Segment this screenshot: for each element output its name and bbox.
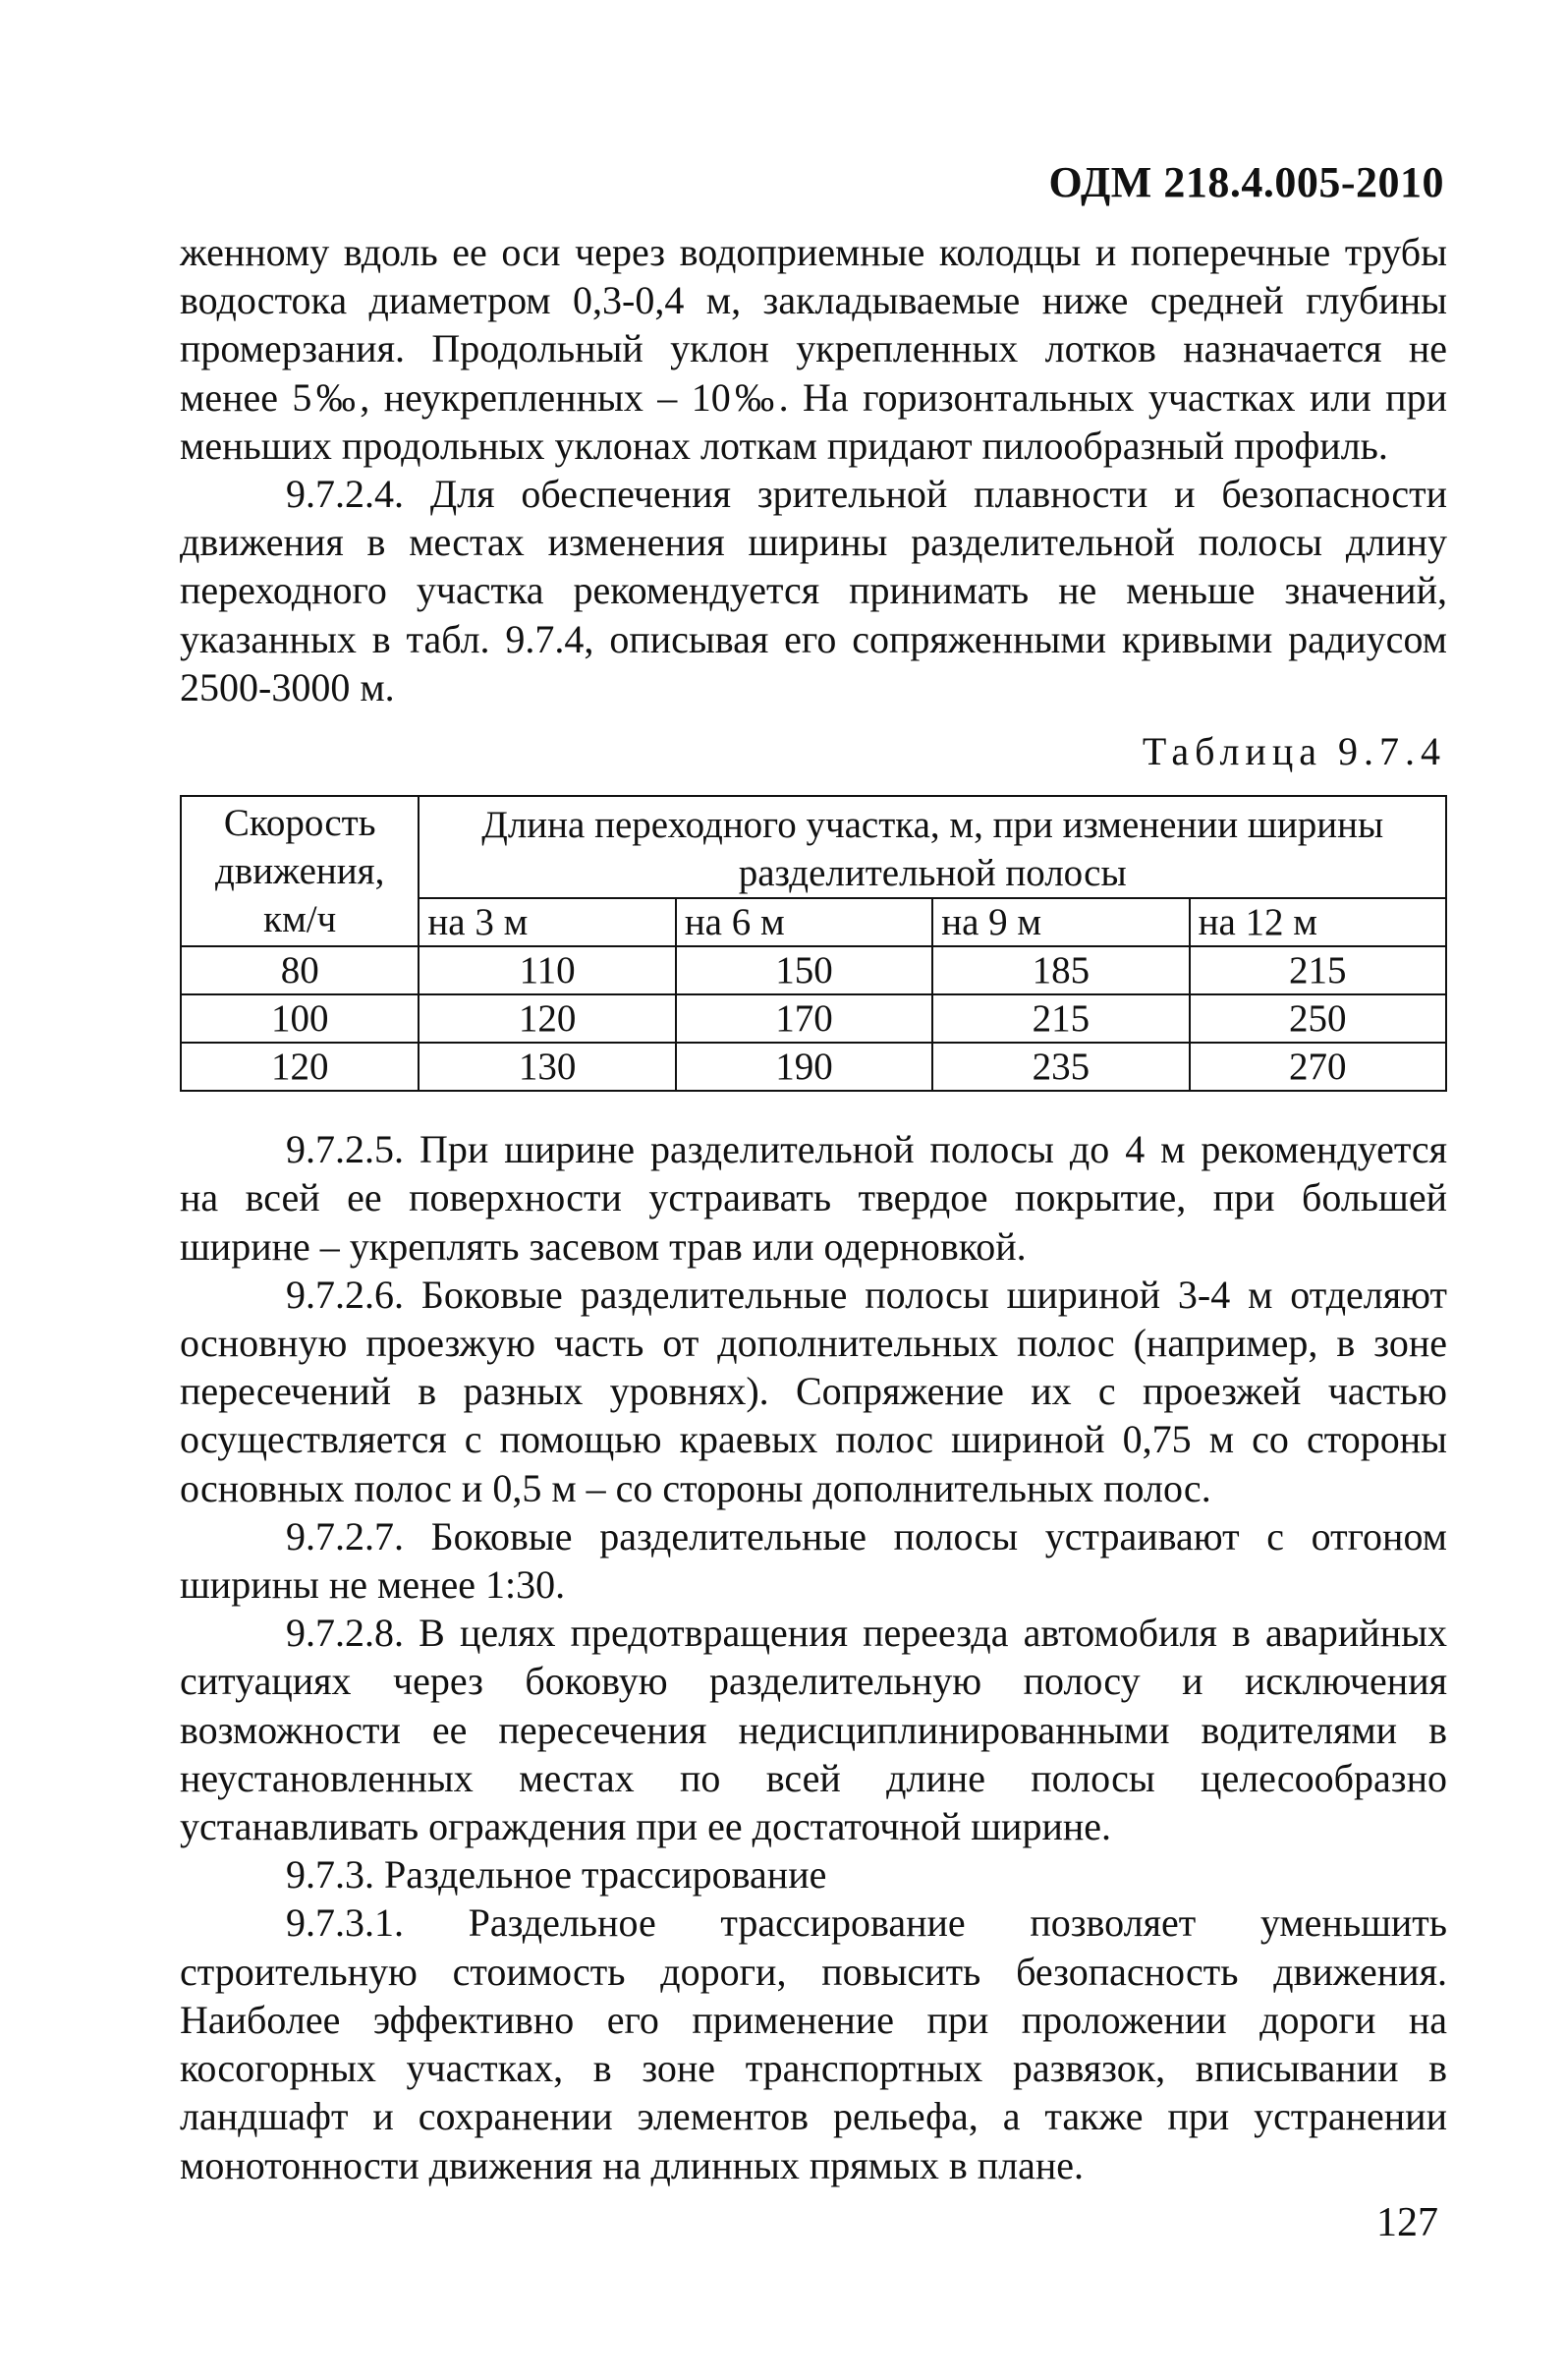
table-header-row (181, 796, 1446, 898)
speed-column-header: Скорость движения, км/ч (181, 796, 419, 946)
subheader-6m: на 6 м (676, 898, 932, 946)
table-row (181, 994, 1446, 1043)
table-caption: Таблица 9.7.4 (1142, 729, 1446, 774)
paragraph-continuation: женному вдоль ее оси через водоприемные колодцы и поперечные трубы водостока диаметром 0,3-0,4 м, закладываемые ниже средней глубины промерзания. Продольный уклон укрепленных лотков назначается не менее 5‰, неукрепленных – 10‰. На горизонтальных участках или при меньших продольных уклонах лоткам придают пилообразный профиль. (180, 230, 1447, 468)
subheader-9m: на 9 м (932, 898, 1189, 946)
speed-cell: 120 (181, 1043, 419, 1091)
value-cell: 110 (419, 946, 675, 994)
paragraph-9-7-2-5: 9.7.2.5. При ширине разделительной полосы до 4 м рекомендуется на всей ее поверхности устраивать твердое покрытие, при большей ширине – укреплять засевом трав или одерновкой. (180, 1127, 1447, 1269)
paragraph-9-7-2-7: 9.7.2.7. Боковые разделительные полосы устраивают с отгоном ширины не менее 1:30. (180, 1513, 1447, 1608)
value-cell: 235 (932, 1043, 1189, 1091)
value-cell: 250 (1190, 994, 1446, 1043)
value-cell: 130 (419, 1043, 675, 1091)
length-group-header: Длина переходного участка, м, при изменении ширины разделительной полосы (419, 796, 1446, 898)
section-heading-9-7-3: 9.7.3. Раздельное трассирование (286, 1852, 827, 1898)
value-cell: 190 (676, 1043, 932, 1091)
body-text (180, 228, 1447, 2189)
paragraph-9-7-2-8: 9.7.2.8. В целях предотвращения переезда автомобиля в аварийных ситуациях через боковую разделительную полосу и исключения возможности ее пересечения недисциплинированными водителями в неустановленных местах по всей длине полосы целесообразно устанавливать ограждения при ее достаточной ширине. (180, 1611, 1447, 1849)
paragraph-9-7-2-6: 9.7.2.6. Боковые разделительные полосы шириной 3-4 м отделяют основную проезжую часть от дополнительных полос (например, в зоне пересечений в разных уровнях). Сопряжение их с проезжей частью осуществляется с помощью краевых полос шириной 0,75 м со стороны основных полос и 0,5 м – со стороны дополнительных полос. (180, 1272, 1447, 1510)
value-cell: 185 (932, 946, 1189, 994)
paragraph-9-7-3-1: 9.7.3.1. Раздельное трассирование позволяет уменьшить строительную стоимость дороги, повысить безопасность движения. Наиболее эффективно его применение при проложении дороги на косогорных участках, в зоне транспортных развязок, вписывании в ландшафт и сохранении элементов рельефа, а также при устранении монотонности движения на длинных прямых в плане. (180, 1900, 1447, 2187)
speed-cell: 80 (181, 946, 419, 994)
value-cell: 215 (1190, 946, 1446, 994)
subheader-3m: на 3 м (419, 898, 675, 946)
value-cell: 170 (676, 994, 932, 1043)
table-row (181, 1043, 1446, 1091)
value-cell: 215 (932, 994, 1189, 1043)
speed-cell: 100 (181, 994, 419, 1043)
subheader-12m: на 12 м (1190, 898, 1446, 946)
document-code-header: ОДМ 218.4.005-2010 (1048, 158, 1444, 206)
paragraph-9-7-2-4: 9.7.2.4. Для обеспечения зрительной плавности и безопасности движения в местах изменения ширины разделительной полосы длину переходного участка рекомендуется принимать не меньше значений, указанных в табл. 9.7.4, описывая его сопряженными кривыми радиусом 2500-3000 м. (180, 472, 1447, 709)
transition-length-table (180, 795, 1447, 1092)
value-cell: 120 (419, 994, 675, 1043)
value-cell: 150 (676, 946, 932, 994)
value-cell: 270 (1190, 1043, 1446, 1091)
page-number: 127 (1376, 2200, 1438, 2245)
table-row (181, 946, 1446, 994)
